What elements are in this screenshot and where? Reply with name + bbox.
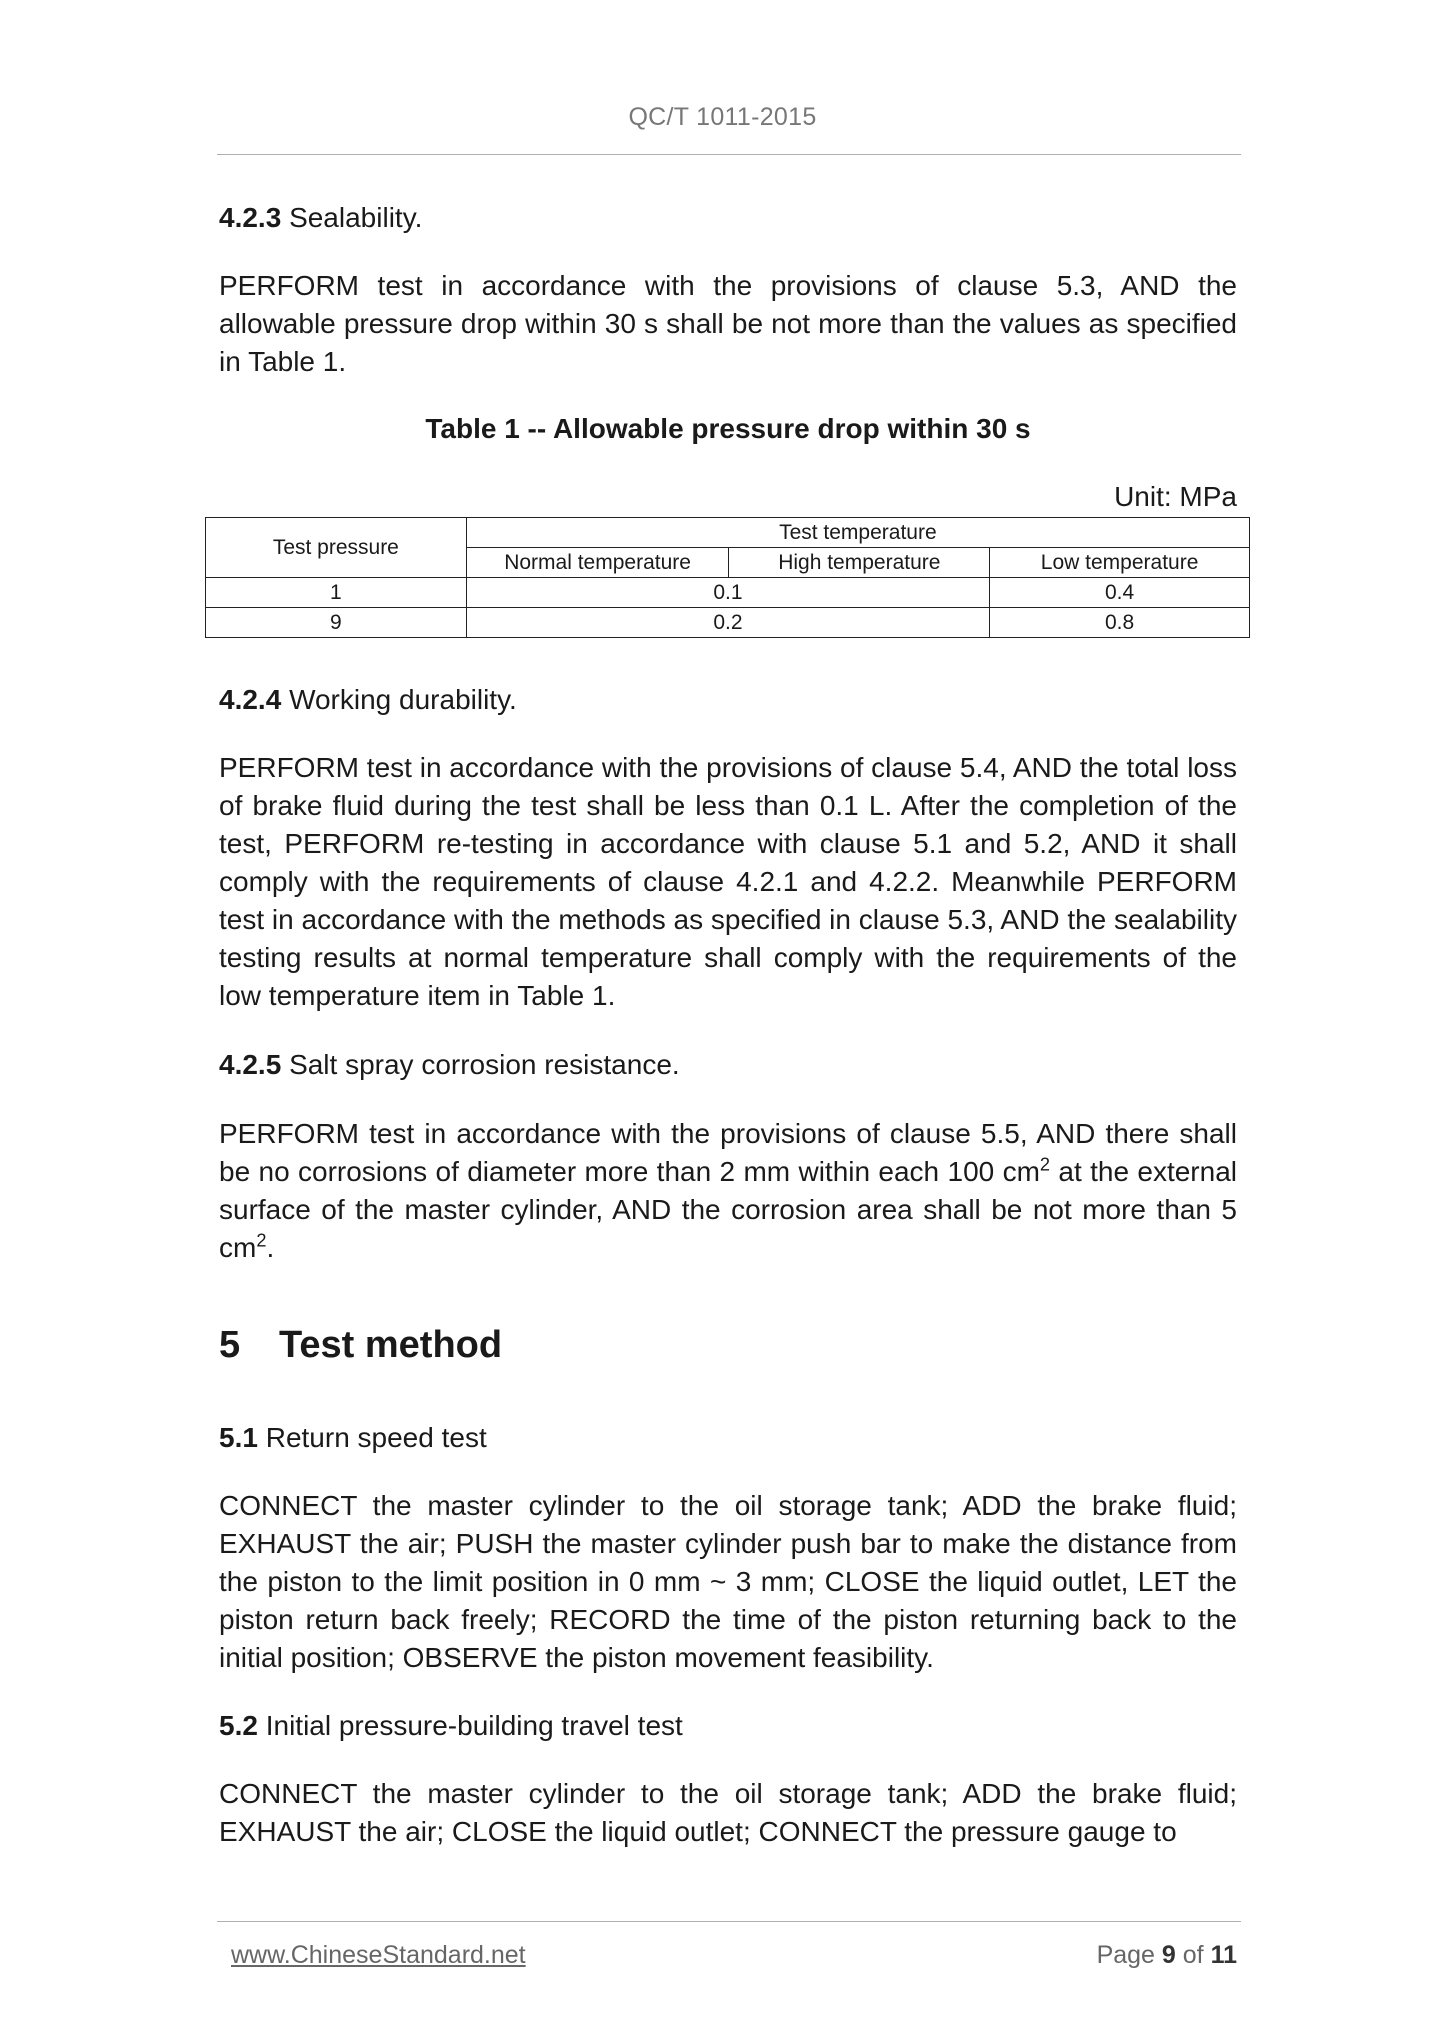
header-high-temperature: High temperature xyxy=(729,548,990,578)
header-normal-temperature: Normal temperature xyxy=(466,548,729,578)
clause-5-2-paragraph: CONNECT the master cylinder to the oil storage tank; ADD the brake fluid; EXHAUST the air; CLOSE the liquid outlet; CONNECT the pressure gauge to xyxy=(219,1778,1237,1847)
cell-low: 0.4 xyxy=(990,578,1250,608)
clause-title: Initial pressure-building travel test xyxy=(265,1710,683,1741)
page-of: of xyxy=(1175,1941,1211,1969)
table-1 xyxy=(205,517,1250,638)
table-row xyxy=(206,578,1250,608)
table-1-caption: Table 1 -- Allowable pressure drop within 30 s xyxy=(425,413,1031,444)
clause-5-1-paragraph: CONNECT the master cylinder to the oil storage tank; ADD the brake fluid; EXHAUST the air; PUSH the master cylinder push bar to make the distance from the piston to the limit position in 0 mm ~ 3 mm; CLOSE the liquid outlet, LET the piston return back freely; RECORD the time of the piston returning back to the initial position; OBSERVE the piston movement feasibility. xyxy=(219,1490,1237,1673)
page-number xyxy=(1097,1941,1237,1970)
clause-4-2-4-heading xyxy=(219,681,1237,719)
current-page: 9 xyxy=(1161,1941,1176,1969)
header-test-pressure: Test pressure xyxy=(206,518,467,578)
table-1-unit: Unit: MPa xyxy=(1114,481,1237,512)
clause-number: 5.1 xyxy=(219,1422,258,1453)
cell-normal-high: 0.1 xyxy=(466,578,990,608)
table-row xyxy=(206,608,1250,638)
cell-test-pressure: 1 xyxy=(206,578,467,608)
clause-title: Sealability. xyxy=(289,202,423,233)
clause-number: 5.2 xyxy=(219,1710,258,1741)
footer-divider xyxy=(217,1921,1241,1922)
clause-number: 4.2.4 xyxy=(219,684,282,715)
page-prefix: Page xyxy=(1096,1941,1162,1969)
clause-title: Salt spray corrosion resistance. xyxy=(289,1049,680,1080)
para-text-1: PERFORM test in accordance with the provisions of clause 5.5, AND there shall be no corrosions of diameter more than 2 mm within each 100 cm xyxy=(219,1118,1237,1187)
clause-4-2-4-paragraph: PERFORM test in accordance with the provisions of clause 5.4, AND the total loss of brake fluid during the test shall be less than 0.1 L. After the completion of the test, PERFORM re-testing in accordance with clause 5.1 and 5.2, AND it shall comply with the requirements of clause 4.2.1 and 4.2.2. Meanwhile PERFORM test in accordance with the methods as specified in clause 5.3, AND the sealability testing results at normal temperature shall comply with the requirements of the low temperature item in Table 1. xyxy=(219,752,1237,1011)
superscript-2: 2 xyxy=(1039,1154,1051,1175)
clause-4-2-5-paragraph xyxy=(219,1115,1237,1267)
cell-test-pressure: 9 xyxy=(206,608,467,638)
header-low-temperature: Low temperature xyxy=(990,548,1250,578)
clause-4-2-5-heading xyxy=(219,1046,1237,1084)
section-number: 5 xyxy=(219,1324,241,1366)
section-5-heading xyxy=(219,1324,502,1367)
clause-5-2-heading xyxy=(219,1707,1237,1745)
para-text-3: . xyxy=(266,1232,275,1263)
clause-number: 4.2.5 xyxy=(219,1049,282,1080)
cell-normal-high: 0.2 xyxy=(466,608,990,638)
section-title: Test method xyxy=(279,1324,503,1366)
clause-number: 4.2.3 xyxy=(219,202,282,233)
superscript-2: 2 xyxy=(256,1230,267,1251)
website-link[interactable]: www.ChineseStandard.net xyxy=(231,1941,526,1969)
header-test-temperature: Test temperature xyxy=(466,518,1249,548)
table-header-row xyxy=(206,518,1250,548)
clause-4-2-3-paragraph: PERFORM test in accordance with the provisions of clause 5.3, AND the allowable pressure drop within 30 s shall be not more than the values as specified in Table 1. xyxy=(219,270,1237,377)
total-pages: 11 xyxy=(1210,1941,1237,1969)
clause-5-1-heading xyxy=(219,1419,1237,1457)
header-divider xyxy=(217,154,1241,155)
cell-low: 0.8 xyxy=(990,608,1250,638)
clause-title: Return speed test xyxy=(265,1422,487,1453)
document-id-header: QC/T 1011-2015 xyxy=(628,103,817,131)
clause-4-2-3-heading xyxy=(219,199,1237,237)
para-text-2: at the external surface of the master cylinder, AND the corrosion area shall be not more than 5 cm xyxy=(219,1156,1237,1263)
clause-title: Working durability. xyxy=(289,684,517,715)
